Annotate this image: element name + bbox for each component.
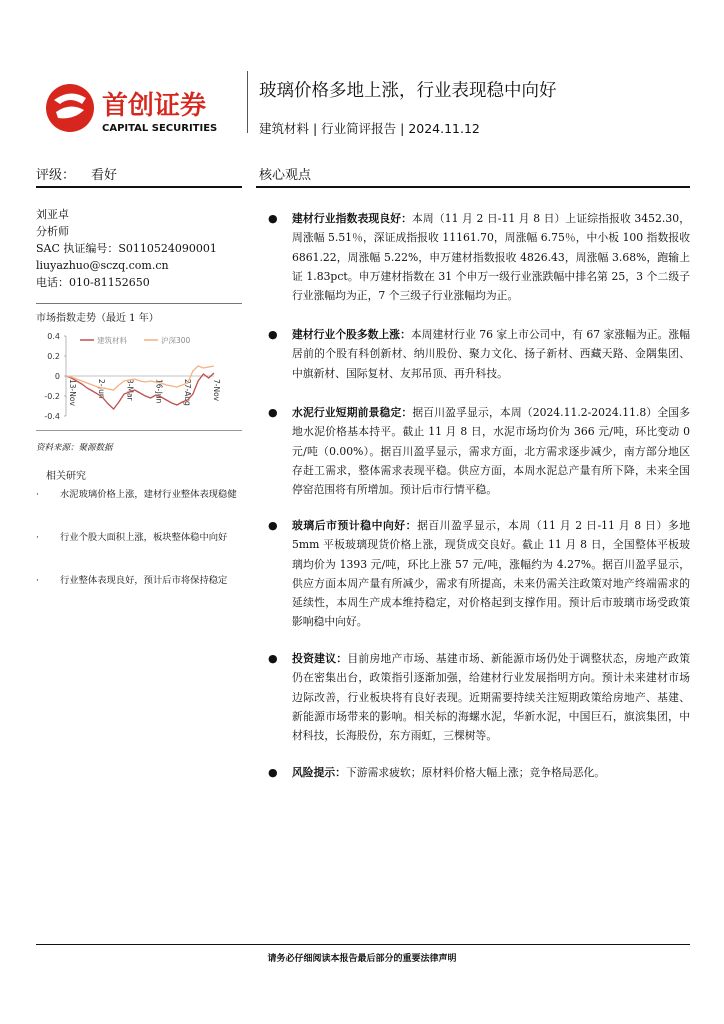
x-tick-label: 7-Nov [212, 379, 221, 402]
rating-value: 看好 [91, 168, 118, 183]
core-point-head: 水泥行业短期前景稳定： [292, 406, 413, 419]
related-item-text: 水泥玻璃价格上涨，建材行业整体表现稳健 [60, 489, 237, 500]
legend-label-1: 沪深300 [161, 336, 191, 345]
bullet-dot-icon: ● [268, 328, 278, 341]
x-tick-label: 13-Nov [68, 379, 77, 406]
bullet-dot-icon: ● [268, 766, 278, 779]
core-point-head: 建材行业指数表现良好： [292, 212, 413, 225]
core-point [268, 403, 690, 499]
report-subtitle: 建筑材料 | 行业简评报告 | 2024.11.12 [259, 121, 480, 136]
core-point [268, 649, 690, 745]
x-tick-label: 2-Jun [96, 379, 106, 399]
analyst-email[interactable]: liuyazhuo@sczq.com.cn [36, 259, 169, 272]
rating-label: 评级： [36, 168, 76, 183]
footer-divider [36, 944, 690, 945]
core-point-body: 本周（11 月 2 日-11 月 8 日）上证综指报收 3452.30，周涨幅 5.51％，深证成指报收 11161.70，周涨幅 6.75％，中小板 100 指数报收 6861.22，周涨幅 5.22%，申万建材指数报收 4826.43，周涨幅 3.68%，跑输上证 1.83pct。申万建材指数在 31 个申万一级行业涨跌幅中排名第 25，3 个二级子行业涨幅均为正，7 个三级子行业涨幅均为正。 [292, 212, 690, 303]
market-index-chart [32, 326, 244, 426]
analyst-phone: 电话：010-81152650 [36, 276, 150, 289]
related-item[interactable] [36, 529, 246, 546]
core-point-body: 目前房地产市场、基建市场、新能源市场仍处于调整状态，房地产政策仍在密集出台，政策指引逐渐加强，给建材行业发展指明方向。预计未来建材市场边际改善，行业板块将有良好表现。近期需要持续关注短期政策给房地产、基建、新能源市场带来的影响。相关标的海螺水泥，华新水泥，中国巨石，旗滨集团，中材科技，长海股份，东方雨虹，三棵树等。 [292, 652, 691, 743]
capital-securities-logo [40, 80, 240, 140]
bullet-dot-icon: · [36, 532, 39, 543]
x-tick-label: 27-Aug [183, 379, 193, 406]
y-tick-label: 0.2 [47, 352, 60, 361]
core-point [268, 516, 690, 632]
bullet-dot-icon: ● [268, 519, 278, 532]
x-tick-label: 16-Jun [154, 379, 164, 404]
core-point-head: 玻璃后市预计稳中向好： [292, 519, 418, 532]
core-point [268, 763, 690, 782]
bullet-dot-icon: · [36, 489, 39, 500]
analyst-sac: SAC 执证编号：S0110524090001 [36, 242, 217, 255]
chart-source: 资料来源：聚源数据 [36, 443, 113, 453]
logo-cn-text: 首创证券 [102, 91, 207, 121]
core-point-body: 本周建材行业 76 家上市公司中，有 67 家涨幅为正。涨幅居前的个股有科创新材、纳川股份、聚力文化、扬子新材、西藏天路、金隅集团、中旗新材、国际复材、友邦吊顶、再升科技。 [292, 328, 690, 380]
bullet-dot-icon: ● [268, 406, 278, 419]
core-point [268, 325, 690, 383]
legend-label-0: 建筑材料 [97, 336, 127, 345]
core-point [268, 209, 690, 305]
y-tick-label: -0.2 [44, 392, 60, 401]
header-divider [247, 71, 248, 133]
analyst-role: 分析师 [36, 225, 69, 238]
core-point-body: 据百川盈孚显示，本周（11 月 2 日-11 月 8 日）多地 5mm 平板玻璃现货价格上涨，现货成交良好。截止 11 月 8 日，全国整体平板玻璃均价为 1393 元/吨，环比上涨 57 元/吨，涨幅约为 4.27%。据百川盈孚显示，供应方面本周产量有所减少，需求有所提高，未来仍需关注政策对地产终端需求的延续性，本周生产成本维持稳定，对价格起到支撑作用。预计后市玻璃市场受政策影响稳中向好。 [292, 519, 690, 629]
chart-title: 市场指数走势（最近 1 年） [36, 313, 159, 324]
core-point-body: 下游需求疲软；原材料价格大幅上涨；竞争格局恶化。 [345, 766, 606, 779]
related-item-text: 行业个股大面积上涨，板块整体稳中向好 [60, 532, 228, 543]
analyst-name: 刘亚卓 [36, 208, 69, 221]
logo-en-text: CAPITAL SECURITIES [102, 123, 218, 134]
report-title: 玻璃价格多地上涨，行业表现稳中向好 [259, 81, 557, 101]
core-point-head: 风险提示： [292, 766, 346, 779]
y-tick-label: -0.4 [44, 412, 60, 421]
related-research-title: 相关研究 [46, 471, 86, 482]
bullet-dot-icon: · [36, 575, 39, 586]
core-views-title: 核心观点 [259, 168, 312, 183]
chart-source-divider [36, 430, 242, 431]
core-point-head: 建材行业个股多数上涨： [292, 328, 411, 341]
related-item[interactable] [36, 486, 246, 503]
legal-notice[interactable]: 请务必仔细阅读本报告最后部分的重要法律声明 [267, 954, 457, 964]
core-point-head: 投资建议： [292, 652, 348, 665]
y-tick-label: 0 [54, 372, 60, 381]
bullet-dot-icon: ● [268, 212, 278, 225]
related-item[interactable] [36, 572, 246, 589]
y-tick-label: 0.4 [47, 332, 60, 341]
bullet-dot-icon: ● [268, 652, 278, 665]
left-divider [36, 186, 242, 188]
right-divider [256, 186, 690, 188]
core-point-body: 据百川盈孚显示，本周（2024.11.2-2024.11.8）全国多地水泥价格基本持平。截止 11 月 8 日，水泥市场均价为 366 元/吨，环比变动 0 元/吨（0.00%）。据百川盈孚显示，需求方面，北方需求逐步减少，南方部分地区存赶工需求，整体需求表现平稳。供应方面，本周水泥总产量有所下降，未来全国停窑范围将有所增加。预计后市行情平稳。 [292, 406, 691, 497]
related-item-text: 行业整体表现良好，预计后市将保持稳定 [60, 575, 228, 586]
rating-row [36, 164, 117, 183]
chart-top-divider [36, 303, 242, 304]
analyst-info [36, 206, 217, 291]
logo-mark [46, 84, 94, 132]
x-tick-label: 3-Mar [125, 379, 135, 401]
